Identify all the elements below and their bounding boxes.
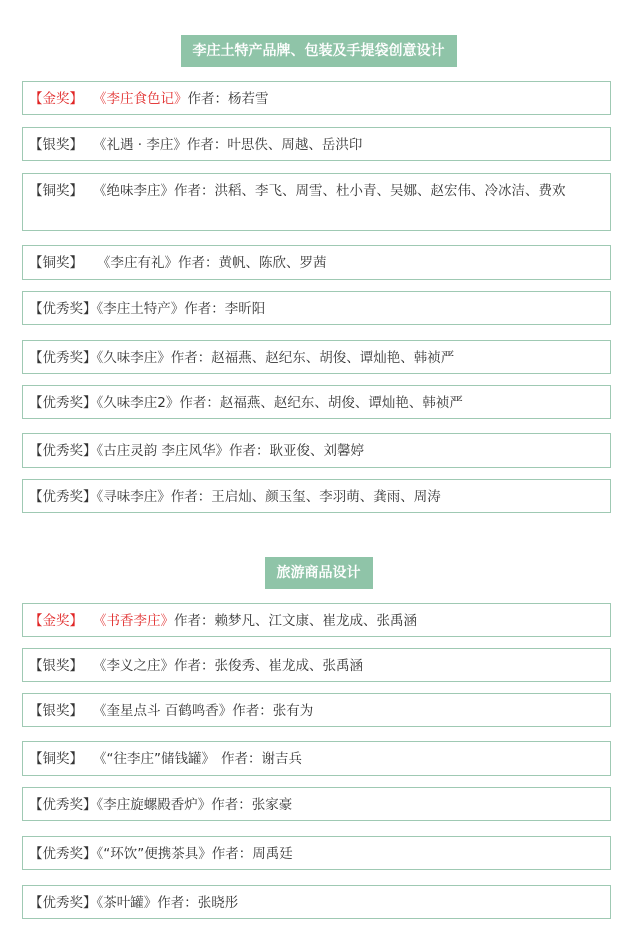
author-credit: 作者：谢吉兵 <box>221 751 302 767</box>
work-title: 《“环饮”便携茶具》 <box>96 846 212 862</box>
author-credit: 作者：赖梦凡、江文康、崔龙成、张禹涵 <box>174 613 417 629</box>
work-title: 《李庄有礼》 <box>97 255 178 271</box>
work-title: 《古庄灵韵 李庄风华》 <box>96 443 230 459</box>
author-credit: 作者：张俊秀、崔龙成、张禹涵 <box>174 658 363 674</box>
award-entry <box>22 741 611 776</box>
award-entry <box>22 479 611 513</box>
award-entry <box>22 173 611 231</box>
work-title: 《茶叶罐》 <box>96 895 158 911</box>
award-entry <box>22 787 611 821</box>
award-label: 【铜奖】 <box>29 751 83 767</box>
award-label: 【银奖】 <box>29 703 83 719</box>
award-label: 【铜奖】 <box>29 183 83 199</box>
author-credit: 作者：赵福燕、赵纪东、胡俊、谭灿艳、韩祯严 <box>179 395 463 411</box>
author-credit: 作者：张有为 <box>232 703 314 719</box>
section-title-tourism-products: 旅游商品设计 <box>265 557 373 589</box>
award-label: 【金奖】 <box>29 91 83 107</box>
award-entry <box>22 291 611 325</box>
author-credit: 作者：赵福燕、赵纪东、胡俊、谭灿艳、韩祯严 <box>170 350 455 366</box>
work-title: 《李义之庄》 <box>93 658 174 674</box>
award-entry <box>22 836 611 870</box>
section-title-local-products: 李庄土特产品牌、包装及手提袋创意设计 <box>181 35 457 67</box>
award-label: 【优秀奖】 <box>29 443 97 459</box>
award-label: 【铜奖】 <box>29 255 83 271</box>
award-label: 【优秀奖】 <box>29 350 97 366</box>
author-credit: 作者：杨若雪 <box>187 91 269 107</box>
award-label: 【优秀奖】 <box>29 489 97 505</box>
work-title: 《寻味李庄》 <box>96 489 171 505</box>
author-credit: 作者：叶思佚、周越、岳洪印 <box>186 137 363 153</box>
award-entry <box>22 340 611 374</box>
award-label: 【金奖】 <box>29 613 83 629</box>
award-label: 【银奖】 <box>29 137 83 153</box>
work-title: 《书香李庄》 <box>93 613 174 629</box>
work-title: 《久味李庄》 <box>96 350 171 366</box>
award-label: 【优秀奖】 <box>29 846 97 862</box>
award-label: 【优秀奖】 <box>29 301 97 317</box>
award-entry <box>22 693 611 727</box>
author-credit: 作者：张晓彤 <box>157 895 239 911</box>
award-entry <box>22 81 611 115</box>
award-entry <box>22 245 611 280</box>
award-entry <box>22 385 611 419</box>
work-title: 《奎星点斗 百鹤鸣香》 <box>93 703 233 719</box>
work-title: 《李庄土特产》 <box>96 301 185 317</box>
award-entry <box>22 648 611 682</box>
award-label: 【优秀奖】 <box>29 797 97 813</box>
award-entry <box>22 603 611 637</box>
author-credit: 作者：周禹廷 <box>211 846 293 862</box>
award-label: 【优秀奖】 <box>29 895 97 911</box>
author-credit: 作者：李昕阳 <box>184 301 266 317</box>
work-title: 《“往李庄”储钱罐》 <box>93 751 215 767</box>
award-entry <box>22 885 611 919</box>
work-title: 《李庄食色记》 <box>93 91 188 107</box>
award-label: 【优秀奖】 <box>29 395 97 411</box>
work-title: 《久味李庄2》 <box>96 395 180 411</box>
award-label: 【银奖】 <box>29 658 83 674</box>
work-title: 《李庄旋螺殿香炉》 <box>96 797 212 813</box>
author-credit: 作者：洪稻、李飞、周雪、杜小青、吴娜、赵宏伟、冷冰洁、费欢 <box>174 183 566 199</box>
author-credit: 作者：王启灿、颜玉玺、李羽萌、龚雨、周涛 <box>170 489 441 505</box>
award-entry <box>22 127 611 161</box>
work-title: 《礼遇 · 李庄》 <box>93 137 187 153</box>
work-title: 《绝味李庄》 <box>93 183 174 199</box>
award-entry <box>22 433 611 468</box>
author-credit: 作者：张家豪 <box>211 797 293 813</box>
author-credit: 作者：黄帆、陈欣、罗茜 <box>178 255 327 271</box>
author-credit: 作者：耿亚俊、刘馨婷 <box>229 443 365 459</box>
